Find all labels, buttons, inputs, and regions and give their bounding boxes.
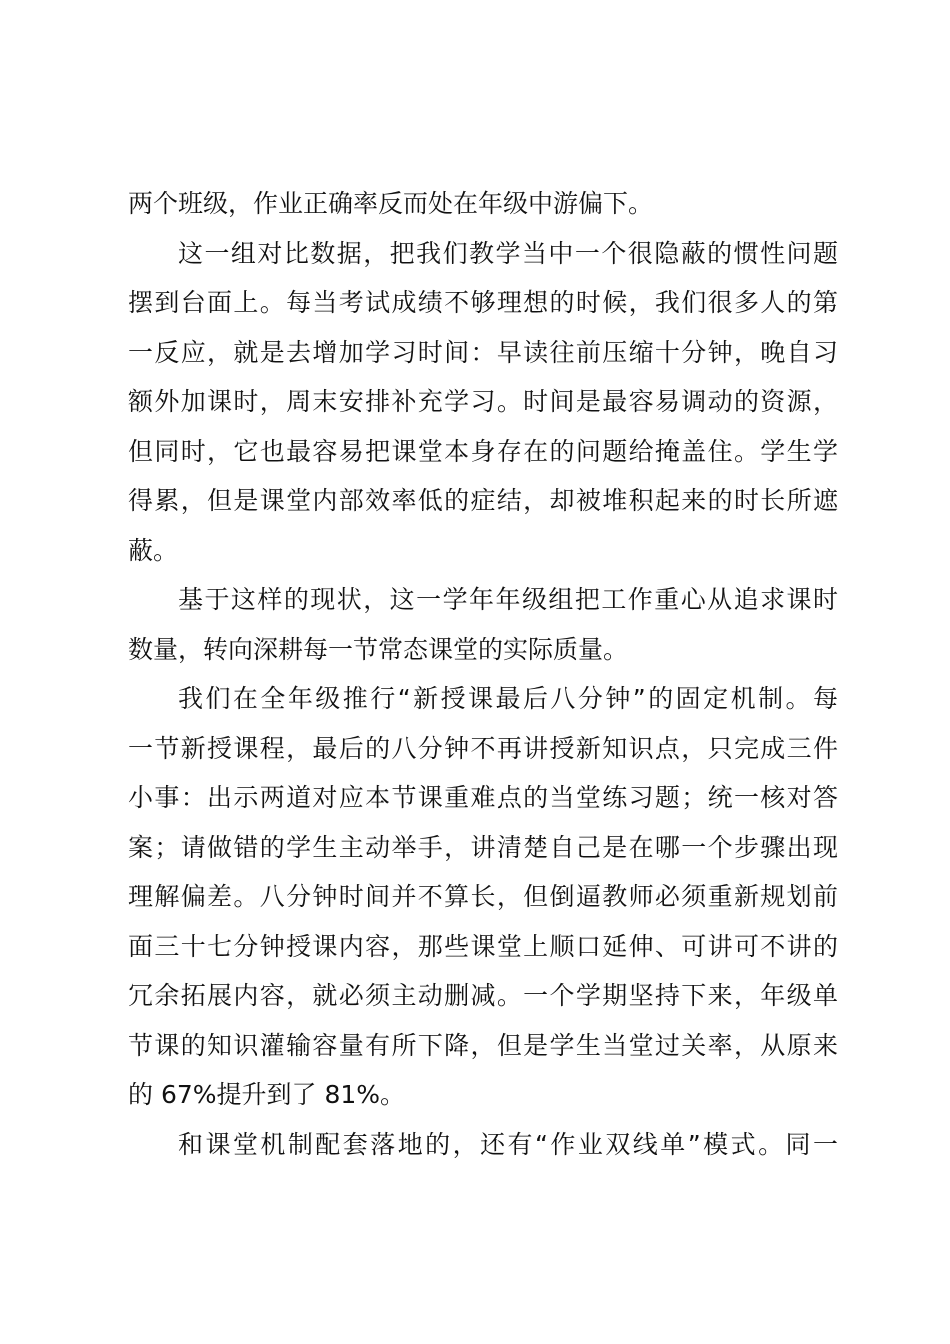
text-line: 一节新授课程，最后的八分钟不再讲授新知识点，只完成三件 bbox=[128, 733, 838, 763]
text-line: 一反应，就是去增加学习时间：早读往前压缩十分钟，晚自习 bbox=[128, 337, 838, 367]
text-line: 数量，转向深耕每一节常态课堂的实际质量。 bbox=[128, 634, 629, 664]
paragraph bbox=[128, 1120, 838, 1170]
text-line: 额外加课时，周末安排补充学习。时间是最容易调动的资源， bbox=[128, 387, 838, 416]
text-line: 的 67%提升到了 81%。 bbox=[128, 1080, 406, 1109]
text-line: 小事：出示两道对应本节课重难点的当堂练习题；统一核对答 bbox=[128, 783, 838, 812]
text-line: 和课堂机制配套落地的，还有“作业双线单”模式。同一 bbox=[178, 1129, 838, 1159]
paragraph bbox=[128, 229, 838, 576]
text-line: 两个班级，作业正确率反而处在年级中游偏下。 bbox=[128, 189, 654, 218]
text-line: 冗余拓展内容，就必须主动删减。一个学期坚持下来，年级单 bbox=[128, 981, 838, 1010]
body-text bbox=[128, 179, 838, 1169]
text-line: 面三十七分钟授课内容，那些课堂上顺口延伸、可讲可不讲的 bbox=[128, 931, 838, 961]
text-line: 我们在全年级推行“新授课最后八分钟”的固定机制。每 bbox=[178, 684, 838, 713]
paragraph bbox=[128, 575, 838, 674]
text-line: 理解偏差。八分钟时间并不算长，但倒逼教师必须重新规划前 bbox=[128, 882, 838, 911]
text-line: 基于这样的现状，这一学年年级组把工作重心从追求课时 bbox=[178, 585, 838, 614]
text-line: 案；请做错的学生主动举手，讲清楚自己是在哪一个步骤出现 bbox=[128, 832, 838, 862]
text-line: 但同时，它也最容易把课堂本身存在的问题给掩盖住。学生学 bbox=[128, 436, 838, 466]
text-line: 摆到台面上。每当考试成绩不够理想的时候，我们很多人的第 bbox=[128, 288, 838, 317]
text-line: 这一组对比数据，把我们教学当中一个很隐蔽的惯性问题 bbox=[178, 238, 838, 268]
text-line: 节课的知识灌输容量有所下降，但是学生当堂过关率，从原来 bbox=[128, 1030, 838, 1060]
paragraph bbox=[128, 674, 838, 1120]
text-line: 蔽。 bbox=[128, 535, 179, 565]
paragraph bbox=[128, 179, 838, 229]
text-line: 得累，但是课堂内部效率低的症结，却被堆积起来的时长所遮 bbox=[128, 486, 838, 515]
